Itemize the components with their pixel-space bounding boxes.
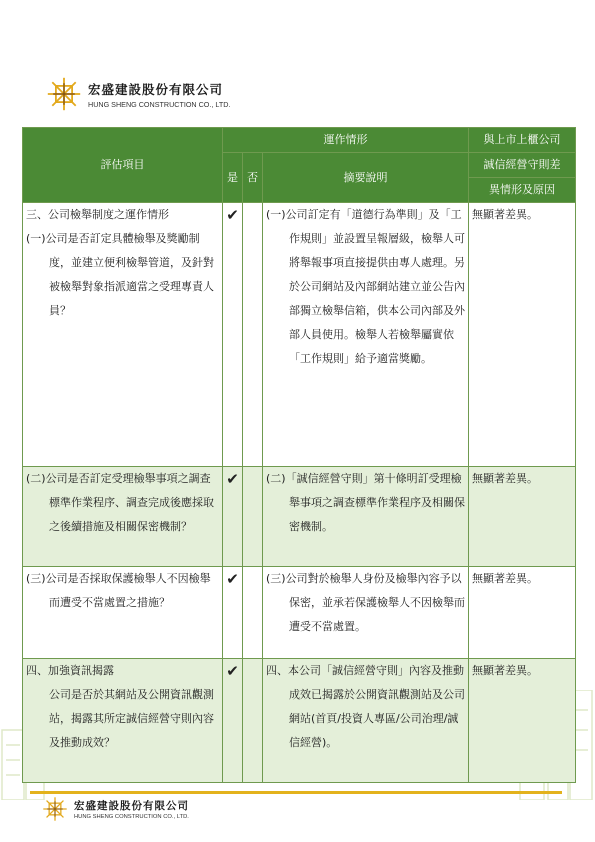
check-mark-icon: ✔	[223, 467, 243, 567]
summary-text: 四、本公司「誠信經營守則」內容及推動成效已揭露於公開資訊觀測站及公司網站(首頁/投資人專區/公司治理/誠信經營)。	[266, 664, 465, 749]
header-operation: 運作情形	[223, 128, 469, 153]
summary-text: (一)公司訂定有「道德行為準則」及「工作規則」並設置呈報層級，檢舉人可將舉報事項直接提供由專人處理。另於公司網站及內部網站建立並公告內部獨立檢舉信箱，供本公司內部及外部人員使用。檢舉人若檢舉屬實依「工作規則」給予適當獎勵。	[266, 208, 465, 365]
item-text: (一)公司是否訂定具體檢舉及獎勵制度，並建立便利檢舉管道，及針對被檢舉對象指派適當之受理專責人員？	[26, 232, 214, 317]
company-name-en: HUNG SHENG CONSTRUCTION CO., LTD.	[88, 99, 231, 109]
company-emblem-icon	[42, 796, 68, 822]
company-logo-footer	[42, 796, 189, 822]
item-text: 公司是否於其網站及公開資訊觀測站，揭露其所定誠信經營守則內容及推動成效？	[49, 688, 214, 749]
table-row	[23, 567, 576, 659]
summary-text: (三)公司對於檢舉人身份及檢舉內容予以保密，並承若保護檢舉人不因檢舉而遭受不當處置。	[266, 572, 465, 633]
table-row	[23, 203, 576, 467]
company-emblem-icon	[46, 76, 82, 112]
company-name-cn: 宏盛建設股份有限公司	[74, 800, 189, 812]
company-name-en: HUNG SHENG CONSTRUCTION CO., LTD.	[74, 814, 189, 820]
diff-text: 無顯著差異。	[469, 203, 576, 467]
check-mark-icon: ✔	[223, 567, 243, 659]
item-text: (二)公司是否訂定受理檢舉事項之調查標準作業程序、調查完成後應採取之後續措施及相關保密機制？	[26, 472, 214, 533]
footer-gold-rule	[30, 791, 562, 794]
check-mark-icon: ✔	[223, 203, 243, 467]
company-logo-header	[46, 76, 230, 112]
table-row	[23, 659, 576, 783]
check-mark-icon: ✔	[223, 659, 243, 783]
header-yes: 是	[223, 153, 243, 203]
diff-text: 無顯著差異。	[469, 659, 576, 783]
integrity-evaluation-table	[22, 127, 576, 783]
header-summary: 摘要說明	[263, 153, 469, 203]
diff-text: 無顯著差異。	[469, 567, 576, 659]
diff-text: 無顯著差異。	[469, 467, 576, 567]
header-diff-line1: 與上市上櫃公司	[469, 128, 576, 153]
header-evaluation-item: 評估項目	[23, 128, 223, 203]
section3-title: 三、公司檢舉制度之運作情形	[26, 208, 169, 221]
table-row	[23, 467, 576, 567]
header-diff-line3: 異情形及原因	[469, 178, 576, 203]
summary-text: (二)「誠信經營守則」第十條明訂受理檢舉事項之調查標準作業程序及相關保密機制。	[266, 472, 465, 533]
header-no: 否	[243, 153, 263, 203]
company-name-cn: 宏盛建設股份有限公司	[88, 81, 224, 97]
section4-title: 四、加強資訊揭露	[26, 664, 114, 677]
header-diff-line2: 誠信經營守則差	[469, 153, 576, 178]
item-text: (三)公司是否採取保護檢舉人不因檢舉而遭受不當處置之措施？	[26, 572, 211, 609]
